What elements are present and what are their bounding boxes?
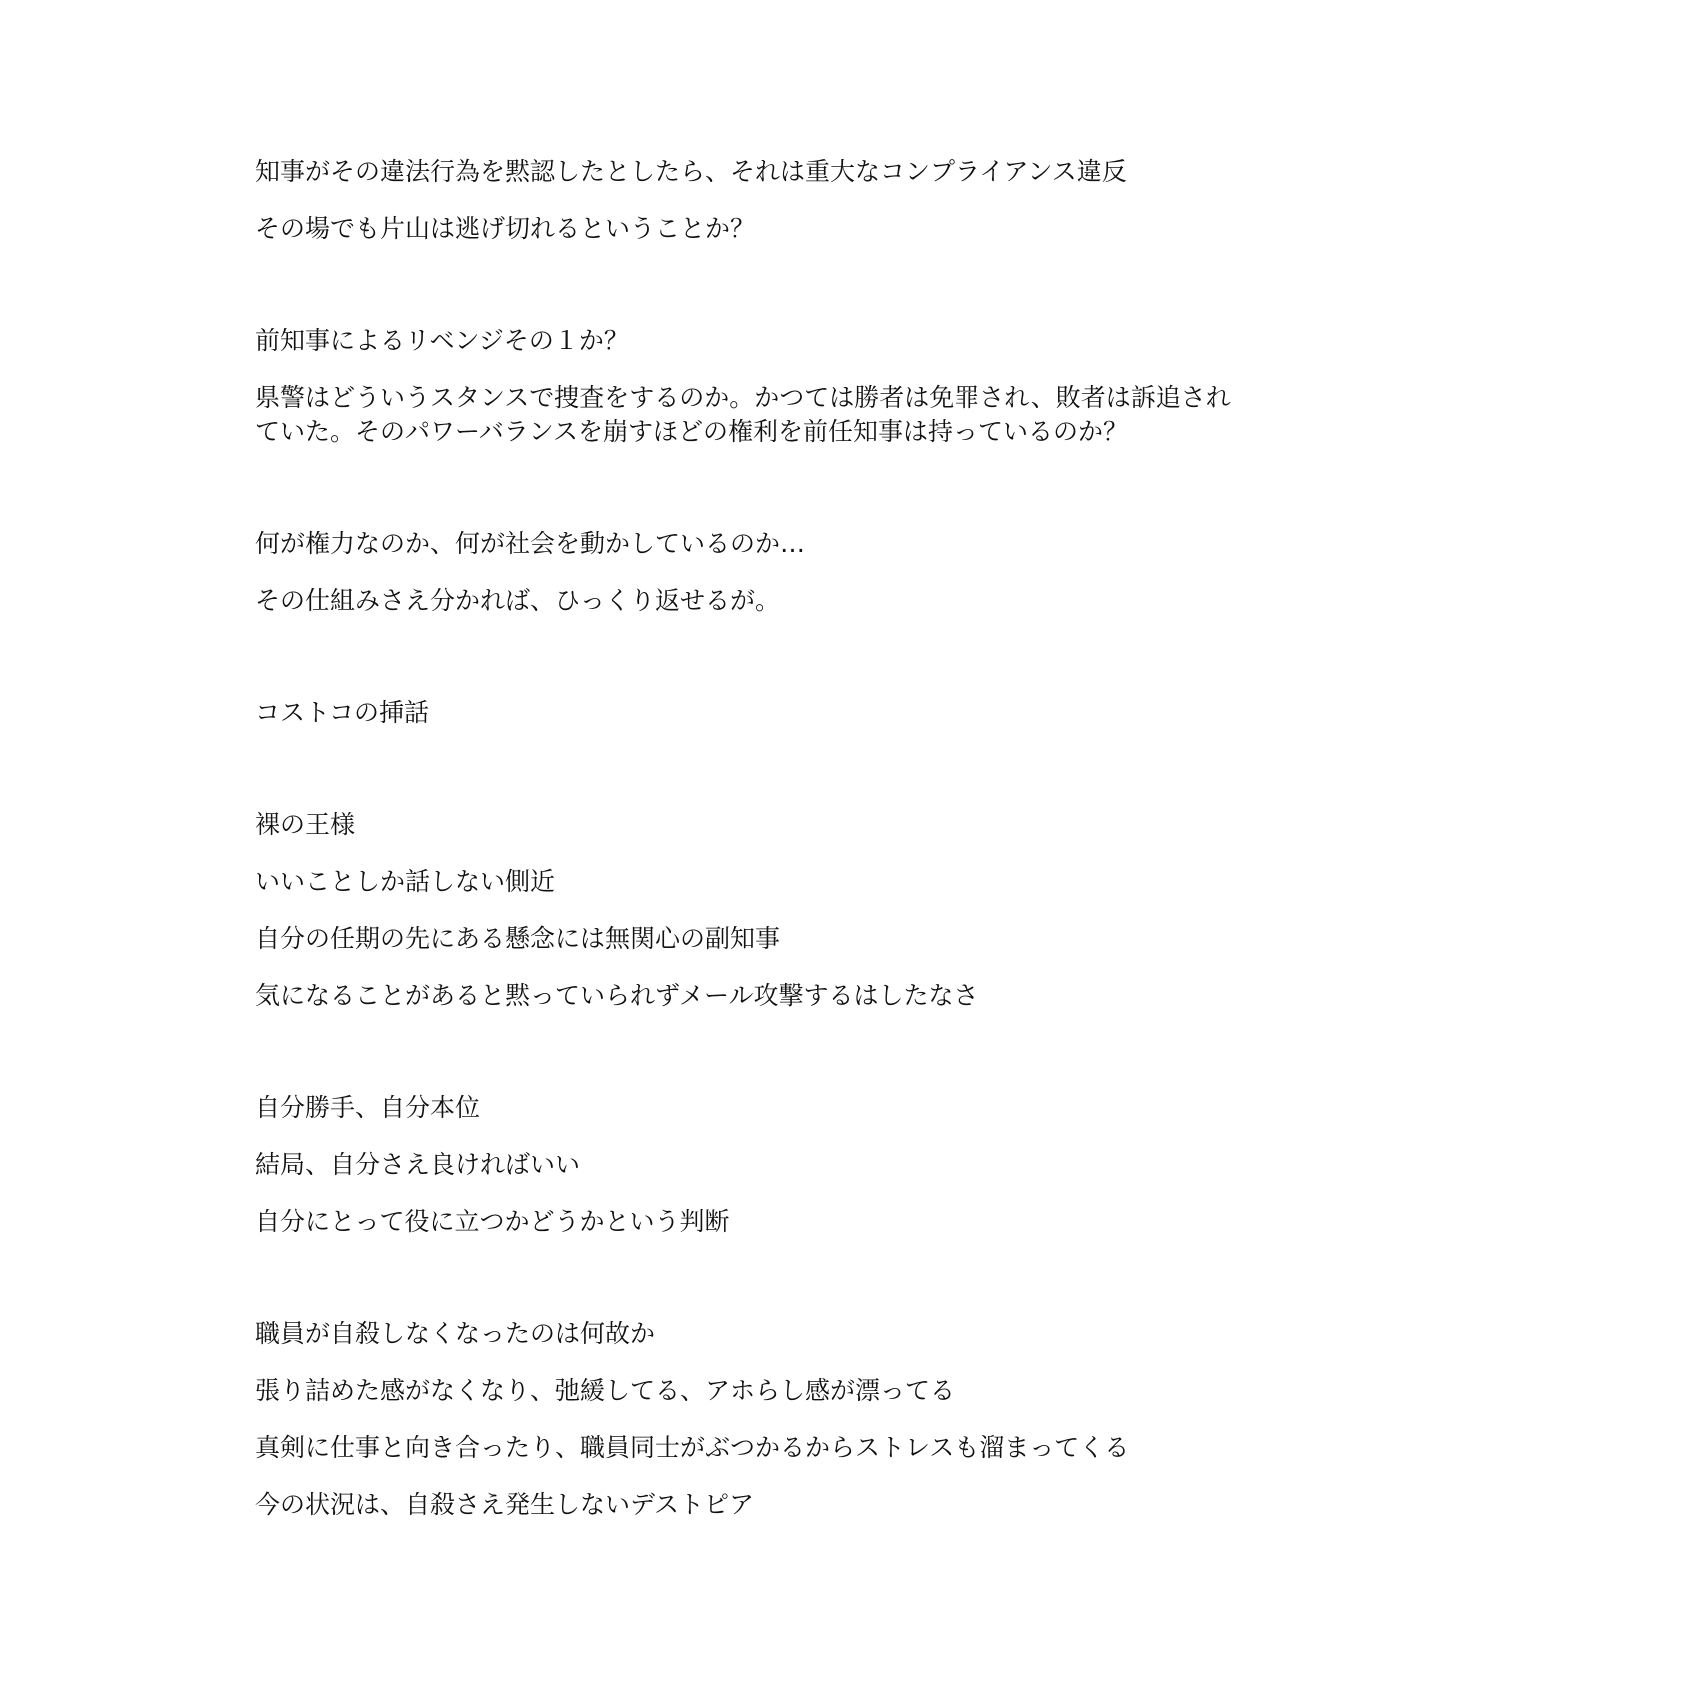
- text-line: 何が権力なのか、何が社会を動かしているのか…: [255, 529, 806, 558]
- text-line: いいことしか話しない側近: [255, 867, 556, 896]
- text-line: 自分勝手、自分本位: [255, 1093, 481, 1122]
- text-line: 真剣に仕事と向き合ったり、職員同士がぶつかるからストレスも溜まってくる: [255, 1433, 1130, 1462]
- text-line: 今の状況は、自殺さえ発生しないデストピア: [255, 1490, 755, 1519]
- text-line: 自分の任期の先にある懸念には無関心の副知事: [255, 924, 781, 953]
- text-line: コストコの挿話: [255, 698, 430, 727]
- text-line: 結局、自分さえ良ければいい: [255, 1150, 581, 1179]
- text-line: その場でも片山は逃げ切れるということか？: [255, 214, 756, 243]
- text-line: 知事がその違法行為を黙認したとしたら、それは重大なコンプライアンス違反: [255, 157, 1127, 186]
- text-line: 気になることがあると黙っていられずメール攻撃するはしたなさ: [255, 981, 979, 1010]
- text-line: 裸の王様: [255, 810, 356, 839]
- text-line: その仕組みさえ分かれば、ひっくり返せるが。: [255, 586, 781, 615]
- text-line: 職員が自殺しなくなったのは何故か: [255, 1319, 656, 1348]
- text-line: 張り詰めた感がなくなり、弛緩してる、アホらし感が漂ってる: [255, 1376, 956, 1405]
- text-line: ていた。そのパワーバランスを崩すほどの権利を前任知事は持っているのか？: [255, 417, 1129, 446]
- text-line: 前知事によるリベンジその１か？: [255, 326, 629, 355]
- text-line: 自分にとって役に立つかどうかという判断: [255, 1207, 730, 1236]
- text-line: 県警はどういうスタンスで捜査をするのか。かつては勝者は免罪され、敗者は訴追され: [255, 383, 1231, 412]
